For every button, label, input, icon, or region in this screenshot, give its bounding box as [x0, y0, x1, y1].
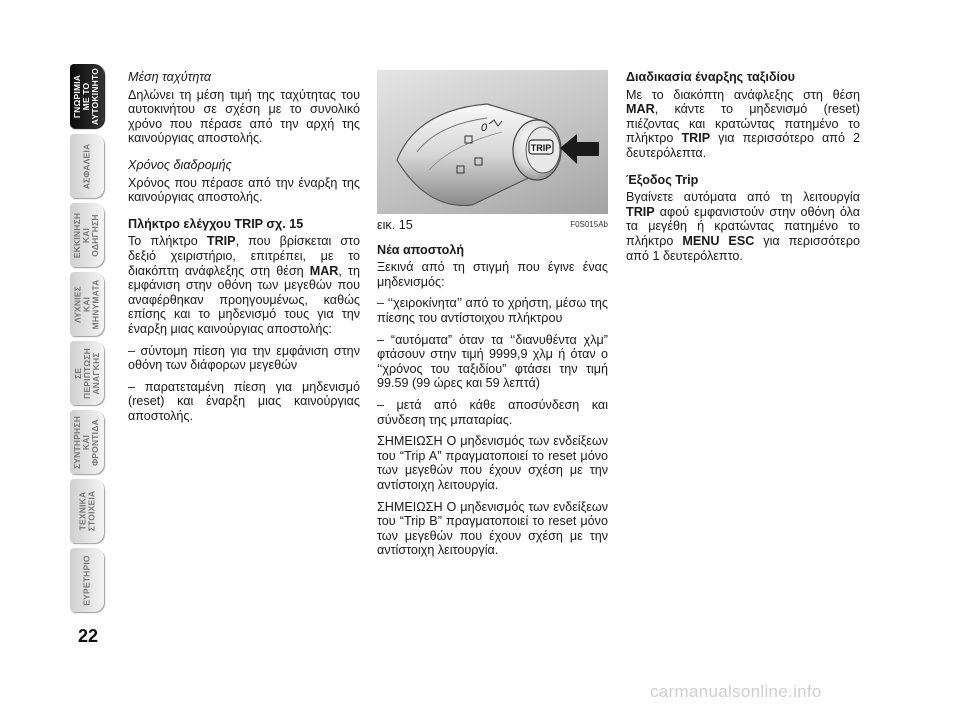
tab-label: ΓΝΩΡΙΜΙΑ ΜΕ ΤΟ ΑΥΤΟΚΙΝΗΤΟ [72, 67, 101, 125]
tab-label: ΕΥΡΕΤΗΡΙΟ [81, 554, 92, 606]
paragraph: – ‘‘χειροκίνητα’’ από το χρήστη, μέσω της πίεσης του αντίστοιχου πλήκτρου [377, 296, 608, 325]
tab-label: ΣΕ ΠΕΡΙΠΤΩΣΗ ΑΝΑΓΚΗΣ [72, 347, 101, 399]
paragraph-trip-start: Με το διακόπτη ανάφλεξης στη θέση MAR, κάντε το μηδενισμό (reset) πιέζοντας και κρατώντας πατημένο το πλήκτρο TRIP για περισσότερο από 2 δευτερόλεπτα. [626, 87, 860, 160]
paragraph-trip-button: Το πλήκτρο TRIP, που βρίσκεται στο δεξιό χειριστήριο, επιτρέπει, με το διακόπτη ανάφλεξης στη θέση MAR, τη εμφάνιση στην οθόνη των μεγεθών που αναφέρθηκαν προηγουμένως, καθώς επίσης και το μηδενισμό τους για την έναρξη μιας καινούργιας αποστολής: [128, 234, 360, 336]
column-left [128, 70, 360, 430]
heading-trip-start: Διαδικασία έναρξης ταξιδίου [626, 70, 795, 84]
paragraph: Δηλώνει τη μέση τιμή της ταχύτητας του αυτοκινήτου σε σχέση με το συνολικό χρόνο που πέρασε από την αρχή της καινούργιας αποστολής. [128, 87, 360, 146]
column-right [626, 70, 860, 270]
heading-trip-button: Πλήκτρο ελέγχου TRIP σχ. 15 [128, 216, 304, 231]
figure-number: εικ. 15 [377, 218, 413, 232]
tab-lights-messages[interactable] [70, 272, 104, 336]
page-number: 22 [77, 626, 99, 646]
tab-label: ΛΥΧΝΙΕΣ ΚΑΙ ΜΗΝΥΜΑΤΑ [72, 279, 101, 329]
paragraph-long-press: – παρατεταμένη πίεση για μηδενισμό (reset) και έναρξη μιας καινούργιας αποστολής. [128, 379, 360, 423]
tab-index[interactable] [70, 548, 104, 612]
note-trip-b: ΣΗΜΕΙΩΣΗ Ο μηδενισμός των ενδείξεων του “Trip B” πραγματοποιεί το reset μόνο των μεγεθών που έχουν σχέση με την αντίστοιχη λειτουργία. [377, 499, 608, 558]
subheading-travel-time: Χρόνος διαδρομής [128, 157, 232, 172]
column-middle [377, 70, 608, 565]
tab-label: ΑΣΦΑΛΕΙΑ [81, 143, 92, 189]
tab-getting-to-know[interactable] [70, 64, 104, 128]
subheading-average-speed: Μέση ταχύτητα [128, 70, 212, 84]
tab-technical-data[interactable] [70, 479, 104, 543]
paragraph: Ξεκινά από τη στιγμή που έγινε ένας μηδενισμός: [377, 260, 608, 289]
tab-maintenance[interactable] [70, 410, 104, 474]
svg-text:TRIP: TRIP [530, 143, 552, 153]
trip-stalk-illustration [377, 70, 608, 214]
tab-starting-driving[interactable] [70, 203, 104, 267]
paragraph-trip-exit: Βγαίνετε αυτόματα από τη λειτουργία TRIP αφού εμφανιστούν στην οθόνη όλα τα μεγέθη ή κρατώντας πατημένο το πλήκτρο MENU ESC για περισσότερο από 1 δευτερόλεπτο. [626, 190, 860, 263]
figure-caption [377, 218, 608, 233]
tab-safety[interactable] [70, 134, 104, 198]
tab-label: ΕΚΚΙΝΗΣΗ ΚΑΙ ΟΔΗΓΗΣΗ [72, 212, 101, 258]
svg-text:0: 0 [481, 122, 488, 134]
paragraph: Χρόνος που πέρασε από την έναρξη της καινούργιας αποστολής. [128, 175, 360, 205]
heading-trip-exit: Έξοδος Trip [626, 172, 699, 187]
figure-code: F0S015Ab [570, 220, 608, 229]
tab-label: ΣΥΝΤΗΡΗΣΗ ΚΑΙ ΦΡΟΝΤΙΔΑ [72, 415, 101, 469]
watermark: carmanualsonline.info [650, 682, 822, 701]
tab-label: ΤΕΧΝΙΚΑ ΣΤΟΙΧΕΙΑ [77, 490, 96, 532]
heading-new-trip: Νέα αποστολή [377, 242, 465, 257]
note-trip-a: ΣΗΜΕΙΩΣΗ Ο μηδενισμός των ενδείξεων του “Trip A” πραγματοποιεί το reset μόνο των μεγεθών που έχουν σχέση με την αντίστοιχη λειτουργία. [377, 434, 608, 492]
paragraph: – “αυτόματα” όταν τα ‘‘διανυθέντα χλμ” φτάσουν στην τιμή 9999,9 χλμ ή όταν ο ‘‘χρόνος του ταξιδίου” φτάσει την τιμή 99.59 (99 ώρες και 59 λεπτά) [377, 332, 608, 391]
tab-emergency[interactable] [70, 341, 104, 405]
paragraph-short-press: – σύντομη πίεση για την εμφάνιση στην οθόνη των διάφορων μεγεθών [128, 343, 360, 373]
figure-trip-stalk [377, 70, 608, 214]
paragraph: – μετά από κάθε αποσύνδεση και σύνδεση της μπαταρίας. [377, 397, 608, 427]
